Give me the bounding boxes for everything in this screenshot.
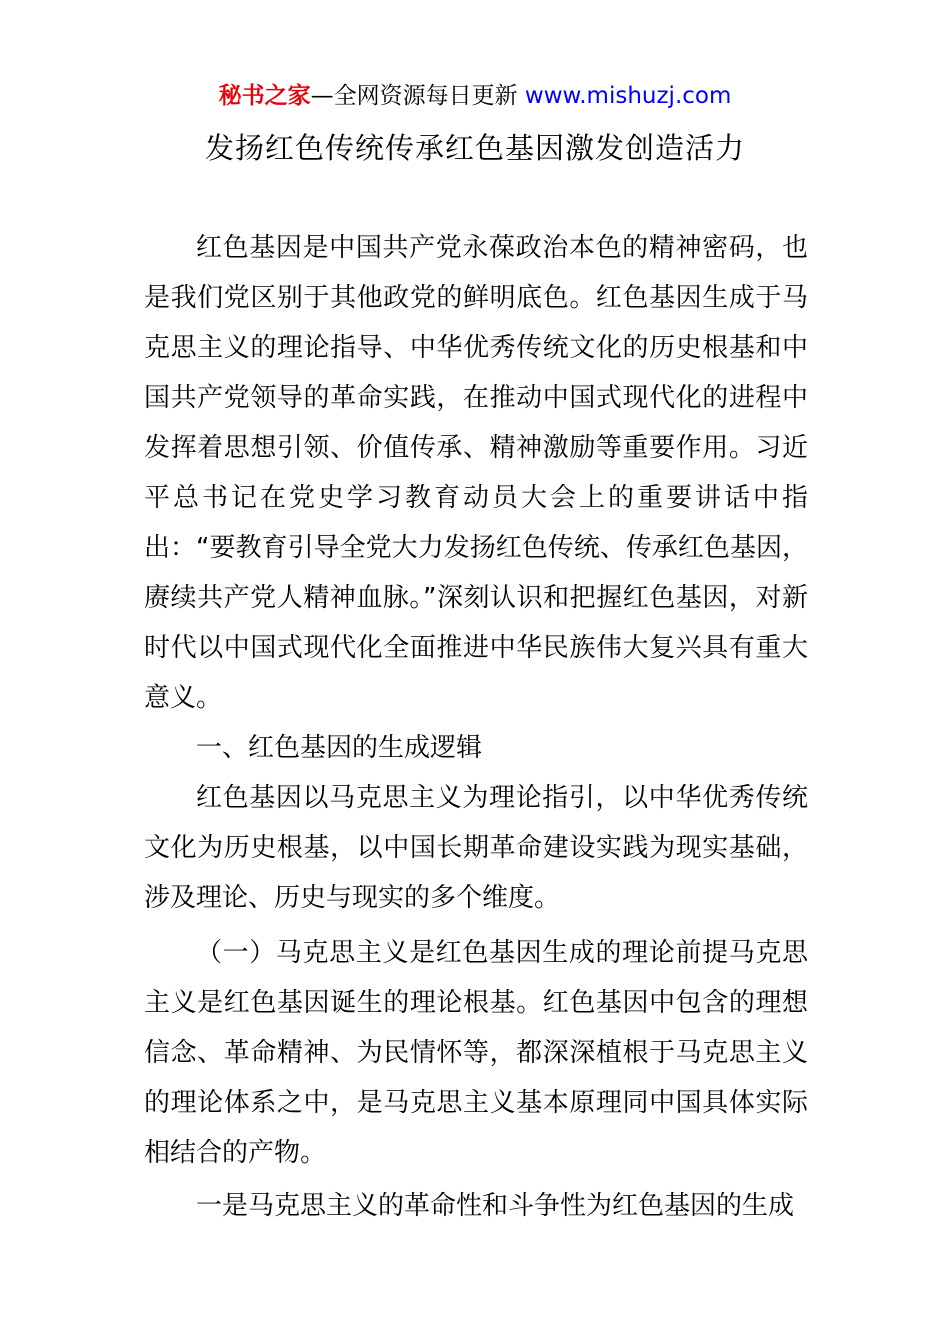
site-header bbox=[0, 80, 950, 112]
site-tagline: —全网资源每日更新 bbox=[310, 83, 518, 109]
document-body bbox=[144, 223, 808, 1231]
paragraph-subsection-1: （一）马克思主义是红色基因生成的理论前提马克思主义是红色基因诞生的理论根基。红色基因中包含的理想信念、革命精神、为民情怀等，都深深植根于马克思主义的理论体系之中，是马克思主义基本原理同中国具体实际相结合的产物。 bbox=[144, 938, 808, 1168]
site-brand: 秘书之家 bbox=[218, 83, 311, 109]
document-title: 发扬红色传统传承红色基因激发创造活力 bbox=[204, 131, 745, 165]
paragraph-section-1: 红色基因以马克思主义为理论指引，以中华优秀传统文化为历史根基，以中国长期革命建设实践为现实基础，涉及理论、历史与现实的多个维度。 bbox=[144, 783, 808, 913]
site-url-link[interactable]: www.mishuzj.com bbox=[524, 83, 732, 109]
paragraph-point-1: 一是马克思主义的革命性和斗争性为红色基因的生成 bbox=[196, 1191, 795, 1221]
paragraph-intro: 红色基因是中国共产党永葆政治本色的精神密码，也是我们党区别于其他政党的鲜明底色。红色基因生成于马克思主义的理论指导、中华优秀传统文化的历史根基和中国共产党领导的革命实践，在推动中国式现代化的进程中发挥着思想引领、价值传承、精神激励等重要作用。习近平总书记在党史学习教育动员大会上的重要讲话中指出：“要教育引导全党大力发扬红色传统、传承红色基因，赓续共产党人精神血脉。”深刻认识和把握红色基因，对新时代以中国式现代化全面推进中华民族伟大复兴具有重大意义。 bbox=[144, 233, 808, 713]
section-heading-1: 一、红色基因的生成逻辑 bbox=[196, 733, 483, 763]
